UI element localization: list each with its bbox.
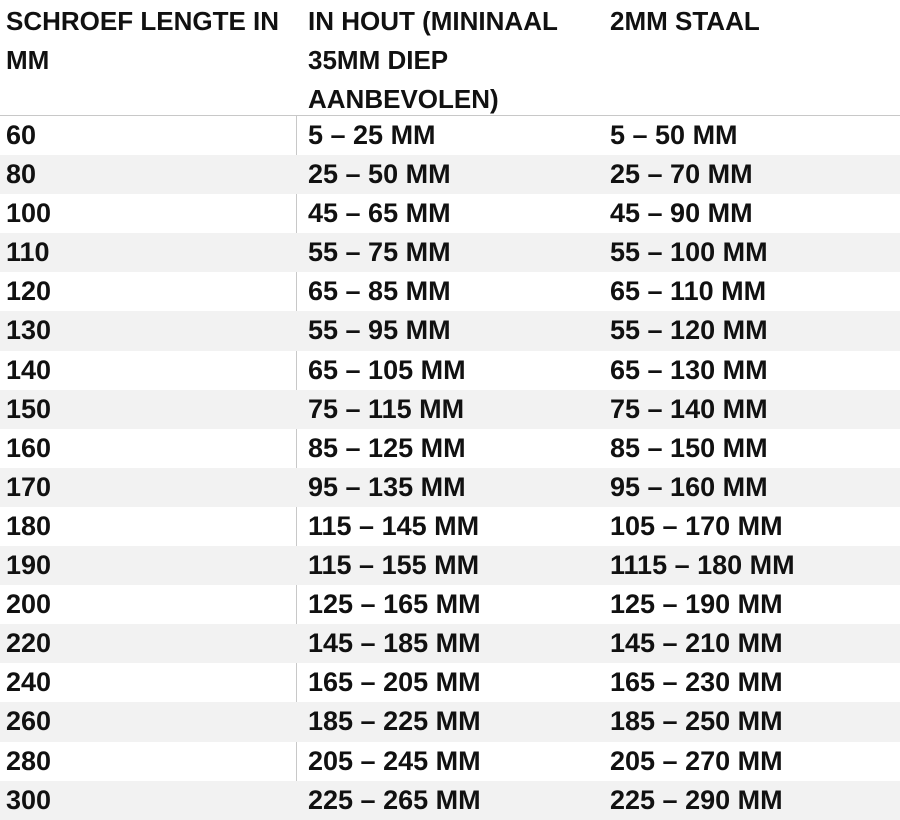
cell-screw-length: 120 [6, 276, 52, 307]
cell-in-wood: 85 – 125 MM [308, 432, 466, 463]
cell-steel-2mm: 85 – 150 MM [610, 432, 768, 463]
cell-screw-length: 80 [6, 159, 37, 190]
cell-in-wood: 65 – 85 MM [308, 276, 451, 307]
cell-screw-length: 60 [6, 120, 37, 150]
cell-screw-length: 240 [6, 667, 52, 698]
cell-screw-length: 130 [6, 315, 52, 346]
header-steel-2mm: 2MM STAAL [610, 6, 760, 36]
cell-screw-length: 170 [6, 471, 52, 502]
table-row [0, 507, 900, 546]
cell-steel-2mm: 5 – 50 MM [610, 120, 738, 150]
table-row [0, 194, 900, 233]
cell-in-wood: 115 – 155 MM [308, 550, 480, 581]
cell-in-wood: 25 – 50 MM [308, 159, 451, 190]
cell-in-wood: 145 – 185 MM [308, 628, 481, 659]
table-row [0, 742, 900, 781]
table-row [0, 429, 900, 468]
cell-in-wood: 65 – 105 MM [308, 354, 466, 385]
cell-in-wood: 165 – 205 MM [308, 667, 481, 698]
table-row [0, 351, 900, 390]
table-row [0, 546, 900, 585]
cell-in-wood: 45 – 65 MM [308, 198, 451, 229]
cell-steel-2mm: 145 – 210 MM [610, 628, 783, 659]
cell-steel-2mm: 55 – 100 MM [610, 237, 768, 268]
cell-in-wood: 5 – 25 MM [308, 120, 436, 150]
table-row [0, 233, 900, 272]
cell-in-wood: 55 – 75 MM [308, 237, 451, 268]
cell-in-wood: 75 – 115 MM [308, 393, 465, 424]
cell-screw-length: 160 [6, 432, 52, 463]
cell-steel-2mm: 55 – 120 MM [610, 315, 768, 346]
table-row [0, 311, 900, 350]
cell-steel-2mm: 165 – 230 MM [610, 667, 783, 698]
table-body [0, 116, 900, 820]
cell-screw-length: 280 [6, 745, 52, 776]
table-header [0, 0, 900, 116]
cell-screw-length: 260 [6, 706, 52, 737]
cell-in-wood: 185 – 225 MM [308, 706, 481, 737]
cell-screw-length: 180 [6, 510, 52, 541]
table-row [0, 155, 900, 194]
cell-steel-2mm: 205 – 270 MM [610, 745, 783, 776]
cell-steel-2mm: 125 – 190 MM [610, 589, 783, 620]
table-row [0, 116, 900, 155]
cell-steel-2mm: 65 – 130 MM [610, 354, 768, 385]
cell-screw-length: 110 [6, 237, 50, 268]
table-row [0, 781, 900, 820]
cell-screw-length: 150 [6, 393, 52, 424]
header-in-wood: IN HOUT (MININAAL 35MM DIEP AANBEVOLEN) [308, 6, 558, 114]
cell-in-wood: 115 – 145 MM [308, 510, 480, 541]
cell-in-wood: 205 – 245 MM [308, 745, 481, 776]
cell-in-wood: 55 – 95 MM [308, 315, 451, 346]
cell-in-wood: 95 – 135 MM [308, 471, 466, 502]
cell-steel-2mm: 65 – 110 MM [610, 276, 767, 307]
table-row [0, 390, 900, 429]
cell-steel-2mm: 95 – 160 MM [610, 471, 768, 502]
table-row [0, 624, 900, 663]
header-screw-length: SCHROEF LENGTE IN MM [6, 6, 280, 75]
cell-in-wood: 125 – 165 MM [308, 589, 481, 620]
table-row [0, 272, 900, 311]
cell-steel-2mm: 75 – 140 MM [610, 393, 768, 424]
table-row [0, 663, 900, 702]
cell-steel-2mm: 185 – 250 MM [610, 706, 783, 737]
table-row [0, 468, 900, 507]
cell-steel-2mm: 45 – 90 MM [610, 198, 753, 229]
cell-steel-2mm: 1115 – 180 MM [610, 550, 795, 581]
cell-screw-length: 140 [6, 354, 52, 385]
cell-steel-2mm: 25 – 70 MM [610, 159, 753, 190]
cell-steel-2mm: 105 – 170 MM [610, 510, 783, 541]
cell-screw-length: 220 [6, 628, 52, 659]
cell-screw-length: 200 [6, 589, 52, 620]
table-row [0, 585, 900, 624]
cell-steel-2mm: 225 – 290 MM [610, 784, 783, 815]
cell-screw-length: 100 [6, 198, 52, 229]
cell-screw-length: 300 [6, 784, 52, 815]
cell-screw-length: 190 [6, 550, 52, 581]
cell-in-wood: 225 – 265 MM [308, 784, 481, 815]
table-row [0, 702, 900, 741]
